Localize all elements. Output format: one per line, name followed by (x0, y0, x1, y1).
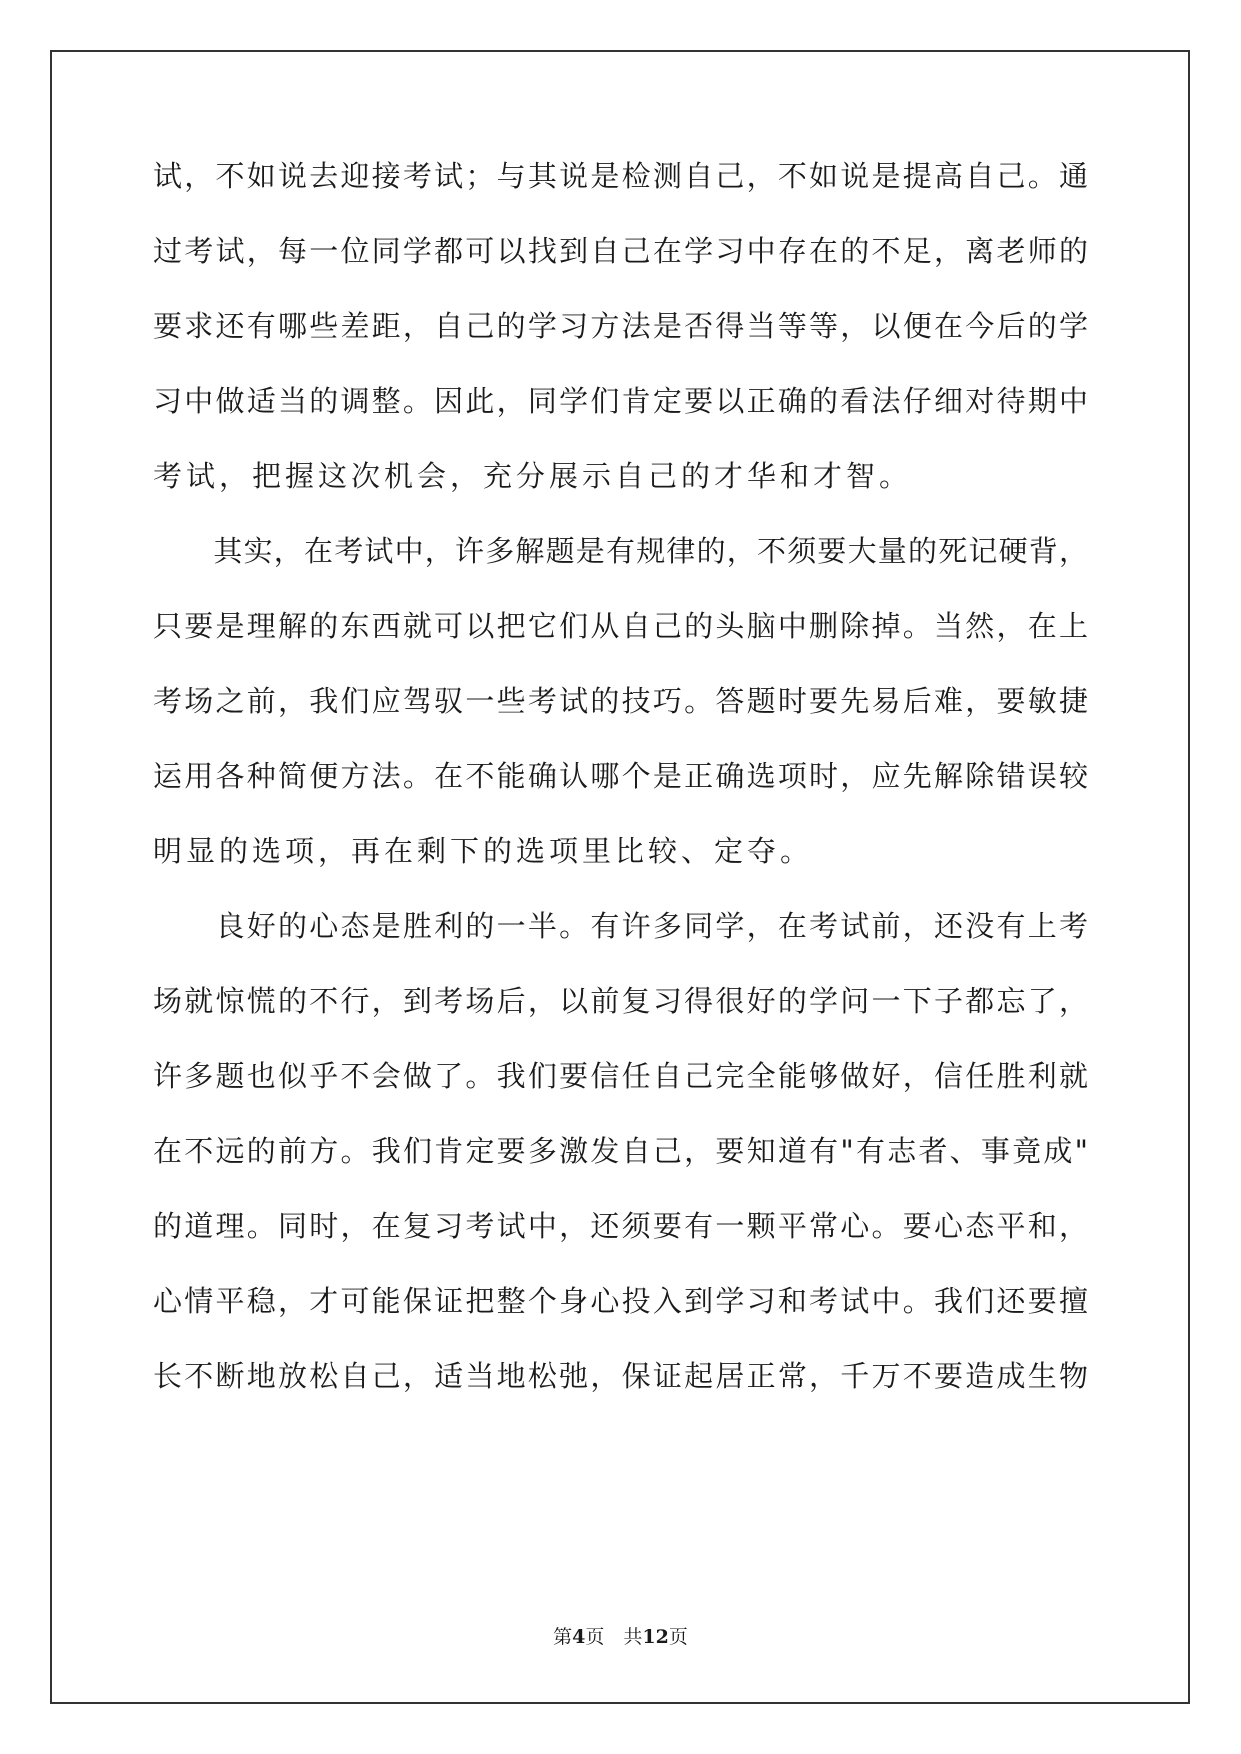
text-line: 运用各种简便方法。在不能确认哪个是正确选项时，应先解除错误较 (153, 759, 1088, 793)
footer-prefix: 第 (553, 1626, 573, 1648)
current-page-number: 4 (572, 1626, 586, 1648)
text-line: 考场之前，我们应驾驭一些考试的技巧。答题时要先易后难，要敏捷 (153, 684, 1088, 718)
footer-middle: 页 共 (585, 1626, 643, 1648)
text-line: 场就惊慌的不行，到考场后，以前复习得很好的学问一下子都忘了， (153, 984, 1088, 1018)
page-border (50, 50, 1190, 1704)
page-footer (0, 1622, 1241, 1649)
footer-suffix: 页 (668, 1626, 688, 1648)
text-line: 只要是理解的东西就可以把它们从自己的头脑中删除掉。当然，在上 (153, 609, 1088, 643)
text-line: 其实，在考试中，许多解题是有规律的，不须要大量的死记硬背， (153, 534, 1088, 568)
text-line: 在不远的前方。我们肯定要多激发自己，要知道有"有志者、事竟成" (153, 1134, 1088, 1168)
text-line: 要求还有哪些差距，自己的学习方法是否得当等等，以便在今后的学 (153, 309, 1088, 343)
text-line: 明显的选项，再在剩下的选项里比较、定夺。 (153, 834, 814, 868)
text-line: 良好的心态是胜利的一半。有许多同学，在考试前，还没有上考 (153, 909, 1088, 943)
text-line: 习中做适当的调整。因此，同学们肯定要以正确的看法仔细对待期中 (153, 384, 1088, 418)
text-line: 试，不如说去迎接考试；与其说是检测自己，不如说是提高自己。通 (153, 159, 1088, 193)
text-line: 许多题也似乎不会做了。我们要信任自己完全能够做好，信任胜利就 (153, 1059, 1088, 1093)
total-page-count: 12 (642, 1626, 669, 1648)
text-line: 考试，把握这次机会，充分展示自己的才华和才智。 (153, 459, 913, 493)
text-line: 过考试，每一位同学都可以找到自己在学习中存在的不足，离老师的 (153, 234, 1088, 268)
text-line: 的道理。同时，在复习考试中，还须要有一颗平常心。要心态平和， (153, 1209, 1088, 1243)
text-line: 心情平稳，才可能保证把整个身心投入到学习和考试中。我们还要擅 (153, 1284, 1088, 1318)
text-line: 长不断地放松自己，适当地松弛，保证起居正常，千万不要造成生物 (153, 1359, 1088, 1393)
